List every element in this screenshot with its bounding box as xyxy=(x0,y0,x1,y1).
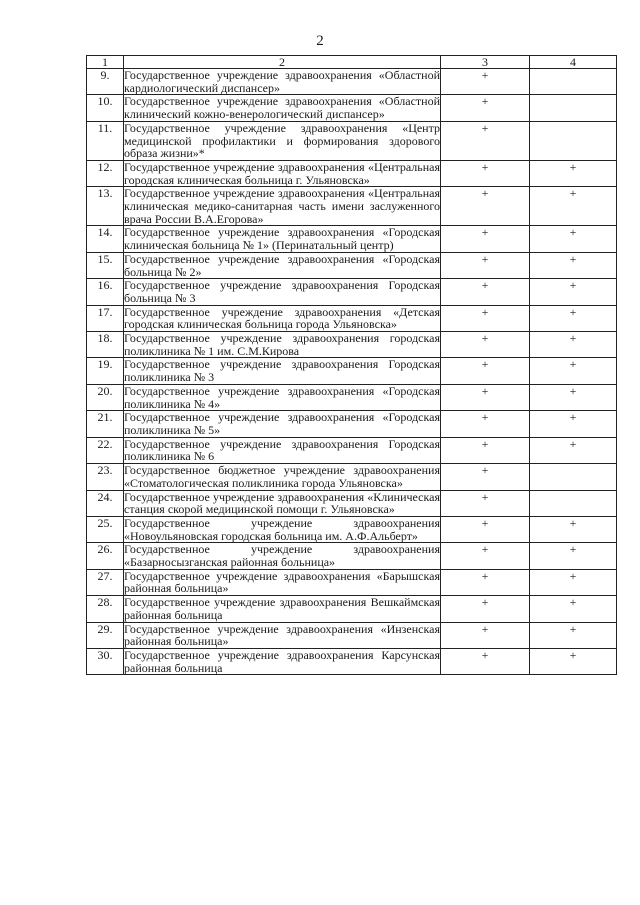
institution-name: Государственное учреждение здравоохранения «Барышская районная больница» xyxy=(124,568,440,596)
column-4-mark: + xyxy=(530,305,617,331)
row-number: 10. xyxy=(87,95,124,121)
column-4-mark: + xyxy=(530,411,617,437)
table-row xyxy=(87,490,617,516)
column-3-mark: + xyxy=(441,516,530,542)
column-4-mark: + xyxy=(530,358,617,384)
column-4-mark: + xyxy=(530,384,617,410)
table-row xyxy=(87,516,617,542)
institution-name: Государственное учреждение здравоохранения «Центр медицинской профилактики и формирования здорового образа жизни»* xyxy=(124,120,440,161)
row-number: 21. xyxy=(87,411,124,437)
row-number: 11. xyxy=(87,121,124,160)
row-number: 9. xyxy=(87,69,124,95)
row-number: 27. xyxy=(87,569,124,595)
institution-name: Государственное бюджетное учреждение здравоохранения «Стоматологическая поликлиника города Ульяновска» xyxy=(124,463,440,490)
institution-name: Государственное учреждение здравоохранения «Городская поликлиника № 4» xyxy=(124,383,440,411)
row-number: 18. xyxy=(87,332,124,358)
column-3-mark: + xyxy=(441,95,530,121)
institution-name: Государственное учреждение здравоохранения «Областной клинический кожно-венерологический диспансер» xyxy=(124,94,440,122)
table-row xyxy=(87,95,617,121)
column-3-mark: + xyxy=(441,358,530,384)
column-header-3: 3 xyxy=(441,56,530,69)
column-4-mark xyxy=(530,121,617,160)
table-body xyxy=(87,69,617,675)
table-row xyxy=(87,279,617,305)
column-4-mark: + xyxy=(530,226,617,252)
table-row xyxy=(87,411,617,437)
table-row xyxy=(87,332,617,358)
row-number: 23. xyxy=(87,464,124,490)
table-row xyxy=(87,69,617,95)
column-3-mark: + xyxy=(441,490,530,516)
column-4-mark: + xyxy=(530,569,617,595)
table-row xyxy=(87,160,617,186)
table-row xyxy=(87,437,617,463)
column-3-mark: + xyxy=(441,596,530,622)
institution-name: Государственное учреждение здравоохранения «Центральная городская клиническая больница г. Ульяновска» xyxy=(124,159,440,187)
institution-name: Государственное учреждение здравоохранения «Городская больница № 2» xyxy=(124,251,440,279)
institution-name: Государственное учреждение здравоохранения «Клиническая станция скорой медицинской помощи г. Ульяновска» xyxy=(124,489,440,517)
institution-name: Государственное учреждение здравоохранения «Областной кардиологический диспансер» xyxy=(124,68,440,95)
column-4-mark: + xyxy=(530,648,617,674)
column-4-mark: + xyxy=(530,437,617,463)
column-3-mark: + xyxy=(441,437,530,463)
column-3-mark: + xyxy=(441,543,530,569)
institution-name: Государственное учреждение здравоохранения «Центральная клиническая медико-санитарная часть имени заслуженного врача России В.А.Егорова» xyxy=(124,186,440,226)
column-3-mark: + xyxy=(441,622,530,648)
table-row xyxy=(87,569,617,595)
row-number: 30. xyxy=(87,648,124,674)
institution-name: Государственное учреждение здравоохранения Городская больница № 3 xyxy=(124,278,440,305)
row-number: 28. xyxy=(87,596,124,622)
table-row xyxy=(87,252,617,278)
column-3-mark: + xyxy=(441,305,530,331)
column-4-mark: + xyxy=(530,622,617,648)
institution-name: Государственное учреждение здравоохранения Карсунская районная больница xyxy=(124,647,440,675)
column-3-mark: + xyxy=(441,252,530,278)
institution-name: Государственное учреждение здравоохранения «Новоульяновская городская больница им. А.Ф.Альберт» xyxy=(124,515,440,543)
table-row xyxy=(87,543,617,569)
table-row xyxy=(87,187,617,226)
column-header-1: 1 xyxy=(87,56,124,69)
institution-name: Государственное учреждение здравоохранения «Инзенская районная больница» xyxy=(124,621,440,649)
table-row xyxy=(87,226,617,252)
column-4-mark xyxy=(530,95,617,121)
column-4-mark: + xyxy=(530,279,617,305)
table-row xyxy=(87,305,617,331)
row-number: 26. xyxy=(87,543,124,569)
table-row xyxy=(87,464,617,490)
column-3-mark: + xyxy=(441,648,530,674)
row-number: 20. xyxy=(87,384,124,410)
column-4-mark: + xyxy=(530,332,617,358)
column-header-4: 4 xyxy=(530,56,617,69)
column-4-mark xyxy=(530,490,617,516)
institution-name: Государственное учреждение здравоохранения «Городская поликлиника № 5» xyxy=(124,410,440,437)
row-number: 29. xyxy=(87,622,124,648)
table-row xyxy=(87,358,617,384)
column-4-mark: + xyxy=(530,596,617,622)
column-3-mark: + xyxy=(441,569,530,595)
row-number: 24. xyxy=(87,490,124,516)
institution-name: Государственное учреждение здравоохранения «Детская городская клиническая больница города Ульяновска» xyxy=(124,304,440,332)
column-3-mark: + xyxy=(441,160,530,186)
row-number: 22. xyxy=(87,437,124,463)
table-header-row xyxy=(87,56,617,69)
column-3-mark: + xyxy=(441,226,530,252)
page-number: 2 xyxy=(316,33,324,49)
column-4-mark: + xyxy=(530,252,617,278)
row-number: 15. xyxy=(87,252,124,278)
column-3-mark: + xyxy=(441,121,530,160)
column-3-mark: + xyxy=(441,187,530,226)
table-row xyxy=(87,622,617,648)
column-4-mark xyxy=(530,464,617,490)
institution-name: Государственное учреждение здравоохранения Городская поликлиника № 3 xyxy=(124,357,440,385)
table-row xyxy=(87,121,617,160)
row-number: 19. xyxy=(87,358,124,384)
column-4-mark: + xyxy=(530,160,617,186)
column-3-mark: + xyxy=(441,411,530,437)
column-3-mark: + xyxy=(441,69,530,95)
column-4-mark: + xyxy=(530,187,617,226)
row-number: 13. xyxy=(87,187,124,226)
institution-name: Государственное учреждение здравоохранения Городская поликлиника № 6 xyxy=(124,436,440,464)
institution-name: Государственное учреждение здравоохранения «Базарносызганская районная больница» xyxy=(124,542,440,570)
column-4-mark xyxy=(530,69,617,95)
institution-name: Государственное учреждение здравоохранения городская поликлиника № 1 им. С.М.Кирова xyxy=(124,331,440,358)
row-number: 16. xyxy=(87,279,124,305)
column-3-mark: + xyxy=(441,279,530,305)
column-4-mark: + xyxy=(530,516,617,542)
row-number: 17. xyxy=(87,305,124,331)
column-3-mark: + xyxy=(441,384,530,410)
table-row xyxy=(87,384,617,410)
row-number: 14. xyxy=(87,226,124,252)
column-3-mark: + xyxy=(441,464,530,490)
table-row xyxy=(87,596,617,622)
table-row xyxy=(87,648,617,674)
institution-name: Государственное учреждение здравоохранения Вешкаймская районная больница xyxy=(124,595,440,622)
institutions-table xyxy=(86,55,617,675)
column-header-2: 2 xyxy=(124,56,441,69)
institution-name: Государственное учреждение здравоохранения «Городская клиническая больница № 1» (Перинатальный центр) xyxy=(124,225,440,253)
column-4-mark: + xyxy=(530,543,617,569)
row-number: 12. xyxy=(87,160,124,186)
row-number: 25. xyxy=(87,516,124,542)
column-3-mark: + xyxy=(441,332,530,358)
